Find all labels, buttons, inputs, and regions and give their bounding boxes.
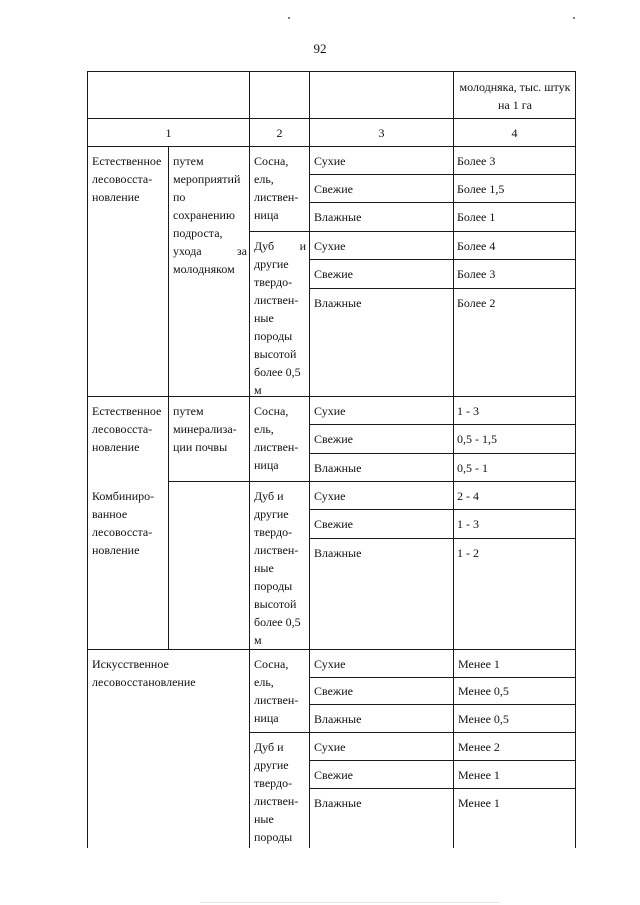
condition-cell: Свежие	[314, 517, 353, 531]
condition-cell: Влажные	[314, 296, 362, 310]
value-cell: 2 - 4	[457, 489, 479, 503]
condition-cell: Свежие	[314, 684, 353, 698]
value-cell: Более 2	[457, 296, 496, 310]
condition-cell: Влажные	[314, 712, 362, 726]
value-cell: 1 - 3	[457, 404, 479, 418]
condition-cell: Сухие	[314, 404, 346, 418]
condition-cell: Сухие	[314, 740, 346, 754]
value-cell: Менее 1	[458, 657, 500, 671]
species-oak-conj: и	[299, 239, 306, 253]
column-number-2: 2	[276, 126, 283, 140]
scan-speck	[288, 17, 290, 19]
method-artificial-regeneration: Искусственное лесовосстановление	[92, 657, 196, 689]
species-oak-word: Дуб	[254, 239, 275, 253]
value-cell: 1 - 2	[457, 546, 479, 560]
header-column-4: молодняка, тыс. штук на 1 га	[459, 80, 571, 112]
column-number-3: 3	[378, 126, 385, 140]
value-cell: Более 3	[457, 154, 496, 168]
condition-cell: Свежие	[314, 768, 353, 782]
value-cell: 1 - 3	[457, 517, 479, 531]
method-combined-regeneration: Комбиниро-ванное лесовосста-новление	[92, 489, 155, 557]
method-means-mineralization: путем минерализа-ции почвы	[173, 404, 237, 454]
condition-cell: Сухие	[314, 239, 346, 253]
method-means-undergrowth: путем мероприятий по сохранению подроста, ухода за молодняком	[173, 154, 247, 276]
value-cell: 0,5 - 1	[457, 461, 488, 475]
species-oak-hardwood	[254, 237, 306, 399]
scan-speck	[573, 17, 575, 19]
species-oak-hardwood: Дуб и другие твердо-листвен-ные породы высотой более 0,5 м	[254, 489, 301, 647]
species-conifers: Сосна, ель, листвен-ница	[254, 657, 299, 725]
column-number-1: 1	[165, 126, 172, 140]
value-cell: Менее 1	[458, 768, 500, 782]
condition-cell: Сухие	[314, 154, 346, 168]
value-cell: Менее 1	[458, 796, 500, 810]
condition-cell: Влажные	[314, 796, 362, 810]
condition-cell: Влажные	[314, 546, 362, 560]
species-oak-rest: другие твердо-листвен-ные породы высотой более 0,5 м	[254, 257, 301, 397]
condition-cell: Свежие	[314, 432, 353, 446]
species-oak-hardwood: Дуб и другие твердо-листвен-ные породы	[254, 740, 299, 844]
condition-cell: Сухие	[314, 657, 346, 671]
value-cell: Более 1,5	[457, 182, 505, 196]
value-cell: Менее 2	[458, 740, 500, 754]
value-cell: Менее 0,5	[458, 684, 509, 698]
column-number-4: 4	[511, 126, 518, 140]
value-cell: Более 4	[457, 239, 496, 253]
value-cell: 0,5 - 1,5	[457, 432, 497, 446]
page-number: 92	[313, 41, 327, 56]
value-cell: Менее 0,5	[458, 712, 509, 726]
condition-cell: Свежие	[314, 267, 353, 281]
condition-cell: Свежие	[314, 182, 353, 196]
method-natural-regeneration: Естественное лесовосста-новление	[92, 154, 162, 204]
scan-edge-shadow	[200, 902, 500, 903]
value-cell: Более 1	[457, 210, 496, 224]
species-conifers: Сосна, ель, листвен-ница	[254, 404, 299, 472]
species-conifers: Сосна, ель, листвен-ница	[254, 154, 299, 222]
method-natural-regeneration-2: Естественное лесовосста-новление	[92, 404, 162, 454]
condition-cell: Влажные	[314, 461, 362, 475]
value-cell: Более 3	[457, 267, 496, 281]
condition-cell: Сухие	[314, 489, 346, 503]
condition-cell: Влажные	[314, 210, 362, 224]
